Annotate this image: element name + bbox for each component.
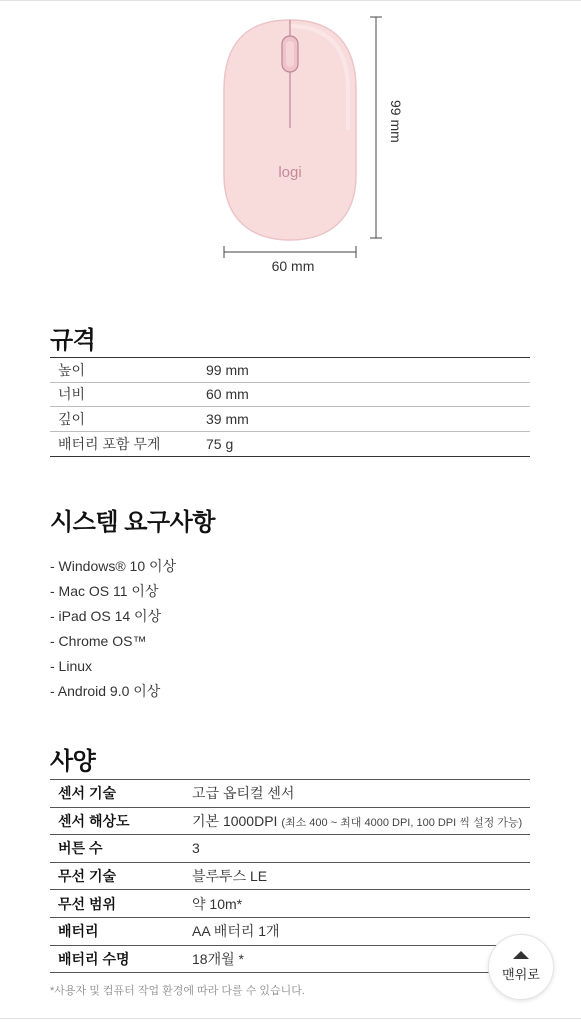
feature-value: 18개월 * (192, 950, 244, 967)
scroll-to-top-label: 맨위로 (502, 967, 540, 982)
width-dimension-label: 60 mm (271, 258, 315, 274)
feature-key: 무선 범위 (58, 895, 116, 912)
feature-value-cell (192, 783, 530, 803)
requirement-item: - Windows® 10 이상 (50, 558, 177, 574)
mouse-dimension-drawing (0, 0, 581, 290)
feature-row (50, 946, 530, 974)
features-table (50, 779, 530, 973)
requirements-heading: 시스템 요구사항 (50, 509, 215, 536)
feature-value-cell (192, 894, 530, 914)
specs-heading: 규격 (50, 327, 96, 354)
feature-value: 고급 옵티컬 센서 (192, 785, 295, 802)
spec-row (50, 432, 530, 457)
feature-row (50, 835, 530, 863)
requirement-item: - iPad OS 14 이상 (50, 608, 162, 624)
footnote: *사용자 및 컴퓨터 작업 환경에 따라 다를 수 있습니다. (50, 985, 305, 997)
bottom-divider (0, 1018, 581, 1019)
spec-row (50, 407, 530, 432)
feature-key: 버튼 수 (58, 840, 103, 857)
requirement-item: - Chrome OS™ (50, 633, 147, 649)
features-heading: 사양 (50, 748, 96, 775)
feature-key: 배터리 수명 (58, 950, 130, 967)
scroll-to-top-button[interactable] (488, 934, 554, 1000)
feature-key: 배터리 (58, 923, 99, 940)
spec-value: 60 mm (206, 386, 249, 403)
feature-row (50, 863, 530, 891)
spec-row (50, 383, 530, 408)
feature-detail: (최소 400 ~ 최대 4000 DPI, 100 DPI 씩 설정 가능) (281, 816, 523, 829)
feature-value: 기본 1000DPI (192, 812, 278, 829)
feature-value: 블루투스 LE (192, 868, 268, 885)
logi-logo: logi (278, 164, 302, 181)
feature-value-cell (192, 866, 530, 886)
requirement-item: - Mac OS 11 이상 (50, 583, 159, 599)
spec-row (50, 358, 530, 383)
feature-value: AA 배터리 1개 (192, 923, 280, 940)
feature-row (50, 890, 530, 918)
feature-row (50, 918, 530, 946)
feature-row (50, 808, 530, 836)
requirement-item: - Linux (50, 658, 93, 674)
height-dimension-label: 99 mm (388, 100, 404, 143)
feature-value-cell (192, 811, 530, 831)
spec-key: 깊이 (58, 410, 86, 427)
feature-value-cell (192, 921, 530, 941)
spec-value: 75 g (206, 435, 234, 452)
requirement-item: - Android 9.0 이상 (50, 683, 161, 699)
spec-key: 높이 (58, 361, 86, 378)
feature-row (50, 780, 530, 808)
feature-key: 센서 해상도 (58, 812, 130, 829)
feature-value: 약 10m* (192, 895, 243, 912)
feature-key: 센서 기술 (58, 785, 116, 802)
feature-value: 3 (192, 840, 200, 857)
feature-key: 무선 기술 (58, 868, 116, 885)
product-image-section (0, 0, 581, 290)
spec-key: 배터리 포함 무게 (58, 435, 161, 452)
specs-table (50, 357, 530, 457)
requirements-list (50, 555, 176, 705)
feature-value-cell (192, 949, 530, 969)
arrow-up-icon (513, 951, 529, 959)
spec-key: 너비 (58, 386, 86, 403)
spec-value: 99 mm (206, 361, 249, 378)
spec-value: 39 mm (206, 410, 249, 427)
feature-value-cell (192, 840, 530, 856)
